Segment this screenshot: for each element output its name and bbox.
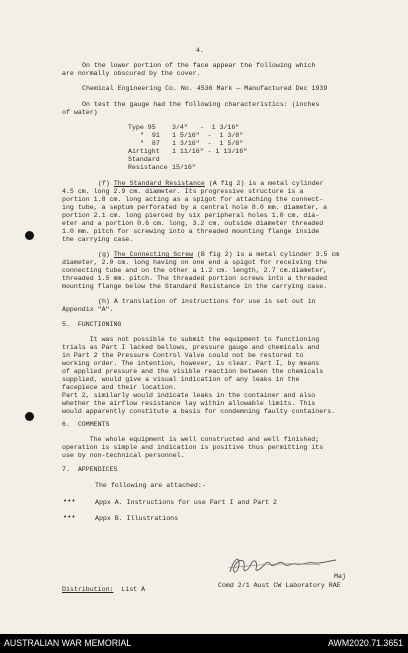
section-6-line: The whole equipment is well constructed and well finished;	[62, 436, 320, 443]
section-5-line: trials as Part I lacked bellows, pressure gauge and chemicals and	[62, 344, 320, 351]
type-label: " 87	[140, 140, 160, 147]
para-f-line: 1.0 mm. pitch for screwing into a threaded mounting flange inside	[62, 228, 320, 235]
section-6-line: operation is simple and indication is positive thus permitting its	[62, 444, 324, 451]
section-6-line: use by non-technical personnel.	[62, 452, 185, 459]
page-number: 4.	[196, 47, 204, 54]
type-value: 15/16"	[172, 164, 196, 171]
punch-hole-top	[25, 231, 34, 240]
para-f-line: eter and a portion 0.6 cm. long, 3.2 cm. outside diameter threaded	[62, 220, 324, 227]
para-g-line: mounting flange below the Standard Resistance in the carrying case.	[62, 283, 328, 290]
handwritten-signature	[224, 552, 346, 578]
type-label: " 91	[140, 132, 160, 139]
bullet-icon: •••	[63, 514, 76, 522]
para-f-line: ing tube, a septum perforated by a central hole 8.0 mm. diameter, a	[62, 204, 328, 211]
type-value: 1 3/16" - 1 5/8"	[172, 140, 244, 147]
distribution-label: Distribution:	[62, 586, 114, 593]
signatory-rank: Maj	[334, 573, 346, 580]
section-5-line: facepiece and their location.	[62, 384, 177, 391]
para-g-marker: (g)	[98, 251, 110, 258]
distribution-line	[62, 586, 145, 594]
type-label: Type 95	[128, 124, 156, 131]
para-f-line: 4.5 cm. long 2.9 cm. diameter. Its progressive structure is a	[62, 188, 304, 195]
type-label: Airtight	[128, 148, 160, 155]
archive-footer-bar	[0, 634, 408, 653]
para-f-line: portion 1.8 cm. long acting as a spigot for attaching the connect-	[62, 196, 324, 203]
type-label: Standard	[128, 156, 160, 163]
type-label: Resistance	[128, 164, 168, 171]
para-g-line: connecting tube and on the other a 1.2 cm. length, 2.7 cm.diameter,	[62, 267, 328, 274]
type-value: 1 5/16" - 1 3/8"	[172, 132, 244, 139]
intro-line-1: On the lower portion of the face appear the following which	[82, 62, 316, 69]
para-g-line: diameter, 2.0 cm. long having on one end a spigot for receiving the	[62, 259, 328, 266]
para-h-line-2: Appendix "A".	[62, 306, 114, 313]
appendices-intro: The following are attached:-	[95, 482, 206, 489]
para-f-line: the carrying case.	[62, 236, 134, 243]
appendix-item: Appx A. Instructions for use Part I and Part 2	[95, 499, 278, 506]
para-g-line: (B fig 2) is a metal cylinder 3.5 cm	[192, 251, 340, 258]
test-intro-line-1: On test the gauge had the following characteristics: (inches	[82, 101, 320, 108]
archive-name: AUSTRALIAN WAR MEMORIAL	[4, 638, 132, 648]
section-5-line: in Part 2 the Pressure Control Valve could not be restored to	[62, 352, 304, 359]
section-5-heading: 5. FUNCTIONING	[62, 321, 122, 328]
archive-reference: AWM2020.71.3651	[328, 638, 403, 648]
section-5-line: of applied pressure and the visible reaction between the chemicals	[62, 368, 324, 375]
section-7-heading: 7. APPENDICES	[62, 466, 118, 473]
test-intro-line-2: of water)	[62, 109, 98, 116]
para-g-first-line	[98, 251, 339, 259]
punch-hole-bottom	[25, 412, 34, 421]
para-f-title: The Standard Resistance	[113, 180, 205, 187]
bullet-icon: •••	[63, 498, 76, 506]
maker-line: Chemical Engineering Co. No. 4536 Mark — Manufactured Dec 1939	[82, 85, 328, 92]
section-5-line: whether the airflow resistance lay within allowable limits. This	[62, 400, 316, 407]
para-f-line: portion 2.1 cm. long pierced by six peripheral holes 1.0 cm. dia-	[62, 212, 320, 219]
type-value: 1 11/16" - 1 13/16"	[172, 148, 248, 155]
para-g-title: The Connecting Screw	[113, 251, 193, 258]
para-f-marker: (f)	[98, 180, 110, 187]
para-f-first-line	[98, 180, 324, 188]
distribution-value: List A	[121, 586, 146, 593]
appendix-item: Appx B. Illustrations	[95, 515, 179, 522]
para-f-line: (A fig 2) is a metal cylinder	[204, 180, 324, 187]
signatory-title: Comd 2/1 Aust CW Laboratory RAE	[218, 582, 341, 589]
type-value: 3/4" - 1 3/16"	[172, 124, 240, 131]
intro-line-2: are normally obscured by the cover.	[62, 70, 201, 77]
section-5-line: would apparently constitute a basis for condemning faulty containers.	[62, 408, 336, 415]
para-h-line-1: (h) A translation of instructions for use is set out in	[98, 298, 316, 305]
section-6-heading: 6. COMMENTS	[62, 421, 110, 428]
para-g-line: threaded 1.5 mm. pitch. The threaded portion screws into a threaded	[62, 275, 328, 282]
section-5-line: supplied, would give a visual indication of any leaks in the	[62, 376, 300, 383]
section-5-line: It was not possible to submit the equipment to functioning	[62, 336, 320, 343]
section-5-line: working order. The intention, however, is clear. Part I, by means	[62, 360, 320, 367]
section-5-line: Part 2, similarly would indicate leaks in the container and also	[62, 392, 316, 399]
